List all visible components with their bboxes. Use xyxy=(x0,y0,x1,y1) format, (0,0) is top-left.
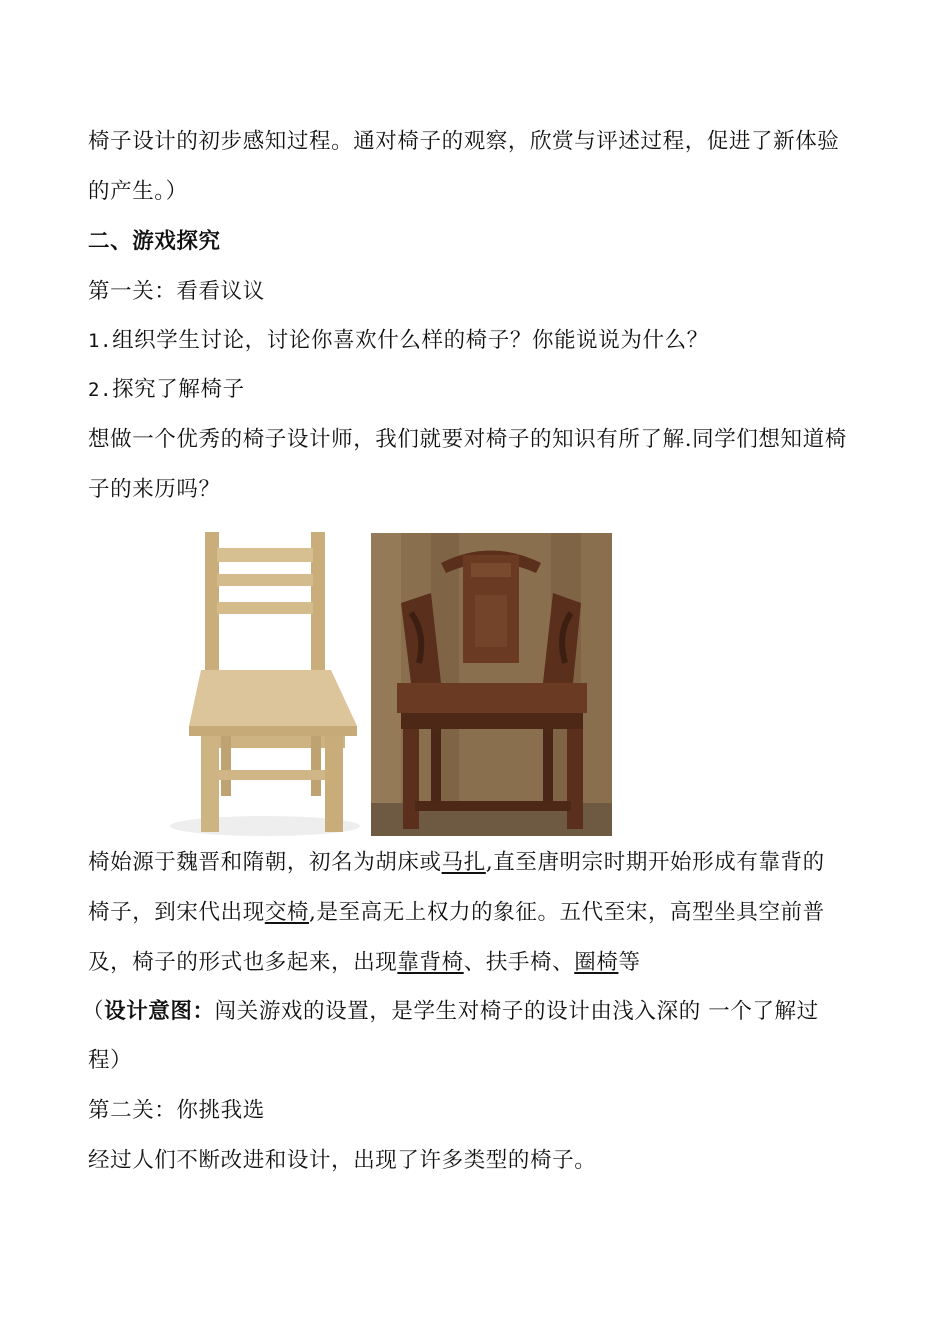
level2-text: 经过人们不断改进和设计，出现了许多类型的椅子。 xyxy=(88,1148,597,1173)
level1-para-line-2: 子的来历吗？ xyxy=(88,477,221,502)
intro-line-1: 椅子设计的初步感知过程。通对椅子的观察，欣赏与评述过程，促进了新体验 xyxy=(88,129,840,154)
history-line-2 xyxy=(88,898,868,928)
history-text: 等 xyxy=(618,950,641,975)
design-intent-line-1 xyxy=(82,997,862,1027)
history-line-3 xyxy=(88,948,868,978)
level2-title: 第二关：你挑我选 xyxy=(88,1098,265,1123)
level1-para-line-1: 想做一个优秀的椅子设计师，我们就要对椅子的知识有所了解.同学们想知道椅 xyxy=(88,427,847,452)
history-line-1 xyxy=(88,848,868,878)
history-text: 及，椅子的形式也多起来，出现 xyxy=(88,950,398,975)
level1-item-2 xyxy=(88,375,868,405)
quanyi-link[interactable]: 圈椅 xyxy=(574,950,619,975)
section-heading: 二、游戏探究 xyxy=(88,229,221,254)
design-intent-text: 闯关游戏的设置，是学生对椅子的设计由浅入深的 一个了解过 xyxy=(214,999,819,1024)
kaobeiyi-link[interactable]: 靠背椅 xyxy=(397,950,464,975)
intro-line-2: 的产生。） xyxy=(88,179,188,204)
item-text: 探究了解椅子 xyxy=(112,377,245,402)
item-text: 组织学生讨论，讨论你喜欢什么样的椅子？你能说说为什么？ xyxy=(112,328,709,353)
history-text: ,直至唐明宗时期开始形成有靠背的 xyxy=(485,850,825,875)
paren: （ xyxy=(82,999,105,1024)
history-text: ,是至高无上权力的象征。五代至宋，高型坐具空前普 xyxy=(309,900,825,925)
armchair-photo xyxy=(371,533,612,836)
wooden-chair-photo xyxy=(165,530,365,836)
item-number: 1. xyxy=(88,330,113,352)
design-intent-label: 设计意图： xyxy=(104,999,215,1024)
item-number: 2. xyxy=(88,379,113,401)
level1-item-1 xyxy=(88,326,868,356)
jiaoyi-link[interactable]: 交椅 xyxy=(264,900,310,925)
design-intent-line-2: 程） xyxy=(88,1048,133,1073)
mazha-link[interactable]: 马扎 xyxy=(441,850,486,875)
history-text: 、扶手椅、 xyxy=(463,950,575,975)
history-text: 椅子，到宋代出现 xyxy=(88,900,265,925)
history-text: 椅始源于魏晋和隋朝，初名为胡床或 xyxy=(88,850,442,875)
level1-title: 第一关：看看议议 xyxy=(88,279,265,304)
